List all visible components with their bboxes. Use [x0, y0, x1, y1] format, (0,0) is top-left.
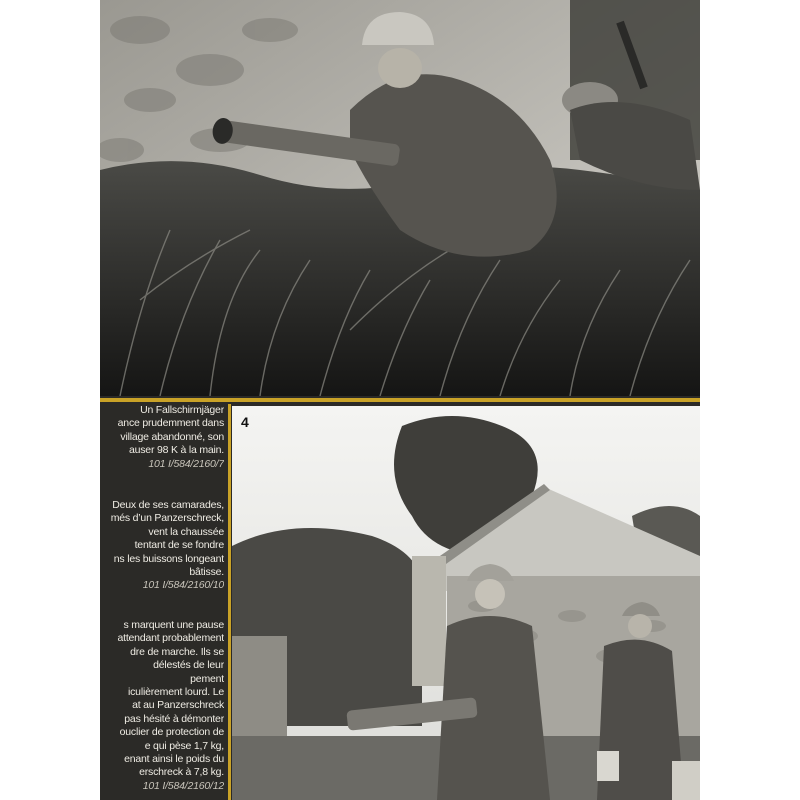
caption-line: Deux de ses camarades, [112, 499, 224, 511]
caption-line: ns les buissons longeant [113, 552, 224, 565]
caption-line: e qui pèse 1,7 kg, [144, 739, 224, 752]
caption-line: pas hésité à démonter [124, 712, 224, 725]
caption-line: iculièrement lourd. Le [128, 686, 224, 699]
caption-photo-5 [100, 619, 224, 793]
caption-line: délestés de leur [153, 659, 224, 672]
caption-line: més d’un Panzerschreck, [110, 512, 224, 525]
archive-reference: 101 I/584/2160/10 [142, 579, 224, 592]
gold-horizontal-rule [100, 398, 700, 402]
caption-column [100, 404, 226, 800]
caption-line: Un Fallschirmjäger [140, 404, 224, 416]
soldier-with-panzerschreck-in-grass-photo [100, 0, 700, 396]
archive-reference: 101 I/584/2160/7 [148, 457, 224, 470]
caption-line: enant ainsi le poids du [124, 753, 224, 766]
caption-line: village abandonné, son [120, 430, 224, 443]
caption-line: vent la chaussée [148, 525, 224, 538]
caption-line: bâtisse. [189, 566, 224, 579]
caption-line: ouclier de protection de [119, 726, 224, 739]
caption-line: ance prudemment dans [117, 417, 224, 430]
caption-line: at au Panzerschreck [132, 699, 224, 712]
top-photograph [100, 0, 700, 396]
soldiers-walking-by-stone-house-photo [232, 406, 700, 800]
caption-line: attendant probablement [117, 632, 224, 645]
archive-reference: 101 I/584/2160/12 [142, 779, 224, 792]
caption-line: auser 98 K à la main. [128, 444, 224, 457]
caption-line: pement [190, 672, 224, 685]
gold-vertical-rule [228, 404, 231, 800]
caption-line: erschreck à 7,8 kg. [139, 766, 224, 779]
caption-line: s marquent une pause [123, 619, 224, 631]
caption-photo-3 [100, 404, 224, 471]
caption-line: tentant de se fondre [134, 539, 224, 552]
caption-line: dre de marche. Ils se [130, 645, 224, 658]
photo-number-label: 4 [241, 414, 249, 430]
bottom-photograph [232, 406, 700, 800]
caption-photo-4 [100, 499, 224, 593]
